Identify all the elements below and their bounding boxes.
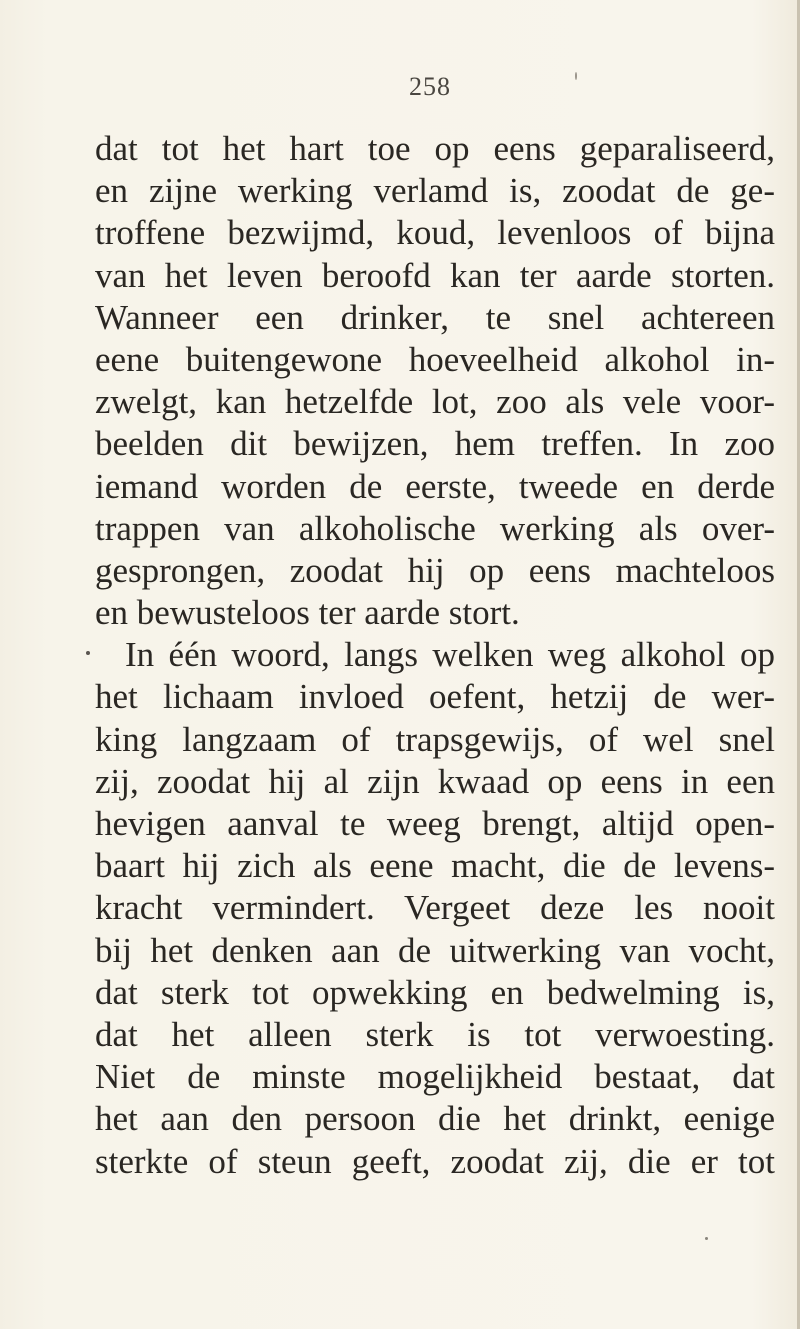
text-line: troffene bezwijmd, koud, levenloos of bijna xyxy=(95,213,775,253)
print-speck xyxy=(705,1237,708,1240)
text-line: van het leven beroofd kan ter aarde storten. xyxy=(95,255,775,295)
text-line: het lichaam invloed oefent, hetzij de wer- xyxy=(95,677,775,717)
text-line: zij, zoodat hij al zijn kwaad op eens in een xyxy=(95,761,775,801)
text-line: iemand worden de eerste, tweede en derde xyxy=(95,466,775,506)
text-line: beelden dit bewijzen, hem treffen. In zoo xyxy=(95,424,775,464)
text-line: Niet de minste mogelijkheid bestaat, dat xyxy=(95,1057,775,1097)
text-line-paragraph-start: In één woord, langs welken weg alkohol op xyxy=(125,635,775,675)
print-speck xyxy=(86,651,90,655)
text-line: het aan den persoon die het drinkt, eenige xyxy=(95,1099,775,1139)
text-line: en bewusteloos ter aarde stort. xyxy=(95,593,520,633)
text-line: sterkte of steun geeft, zoodat zij, die er tot xyxy=(95,1141,775,1181)
text-line: dat tot het hart toe op eens geparaliseerd, xyxy=(95,129,775,168)
text-line: kracht vermindert. Vergeet deze les nooit xyxy=(95,888,775,928)
print-speck xyxy=(575,72,577,80)
text-line: baart hij zich als eene macht, die de levens- xyxy=(95,846,775,886)
text-line: king langzaam of trapsgewijs, of wel snel xyxy=(95,719,775,759)
text-line: hevigen aanval te weeg brengt, altijd open- xyxy=(95,804,775,843)
text-line: en zijne werking verlamd is, zoodat de ge- xyxy=(95,171,775,211)
text-line: bij het denken aan de uitwerking van vocht, xyxy=(95,930,775,970)
text-line: Wanneer een drinker, te snel achtereen xyxy=(95,297,775,337)
text-line: dat sterk tot opwekking en bedwelming is, xyxy=(95,972,775,1012)
body-text xyxy=(95,128,775,1183)
text-line: eene buitengewone hoeveelheid alkohol in- xyxy=(95,339,775,379)
page-number: 258 xyxy=(409,72,451,101)
text-line: dat het alleen sterk is tot verwoesting. xyxy=(95,1014,775,1054)
text-line: zwelgt, kan hetzelfde lot, zoo als vele voor- xyxy=(95,382,775,422)
text-line: trappen van alkoholische werking als over- xyxy=(95,508,775,548)
text-line: gesprongen, zoodat hij op eens machteloos xyxy=(95,550,775,590)
